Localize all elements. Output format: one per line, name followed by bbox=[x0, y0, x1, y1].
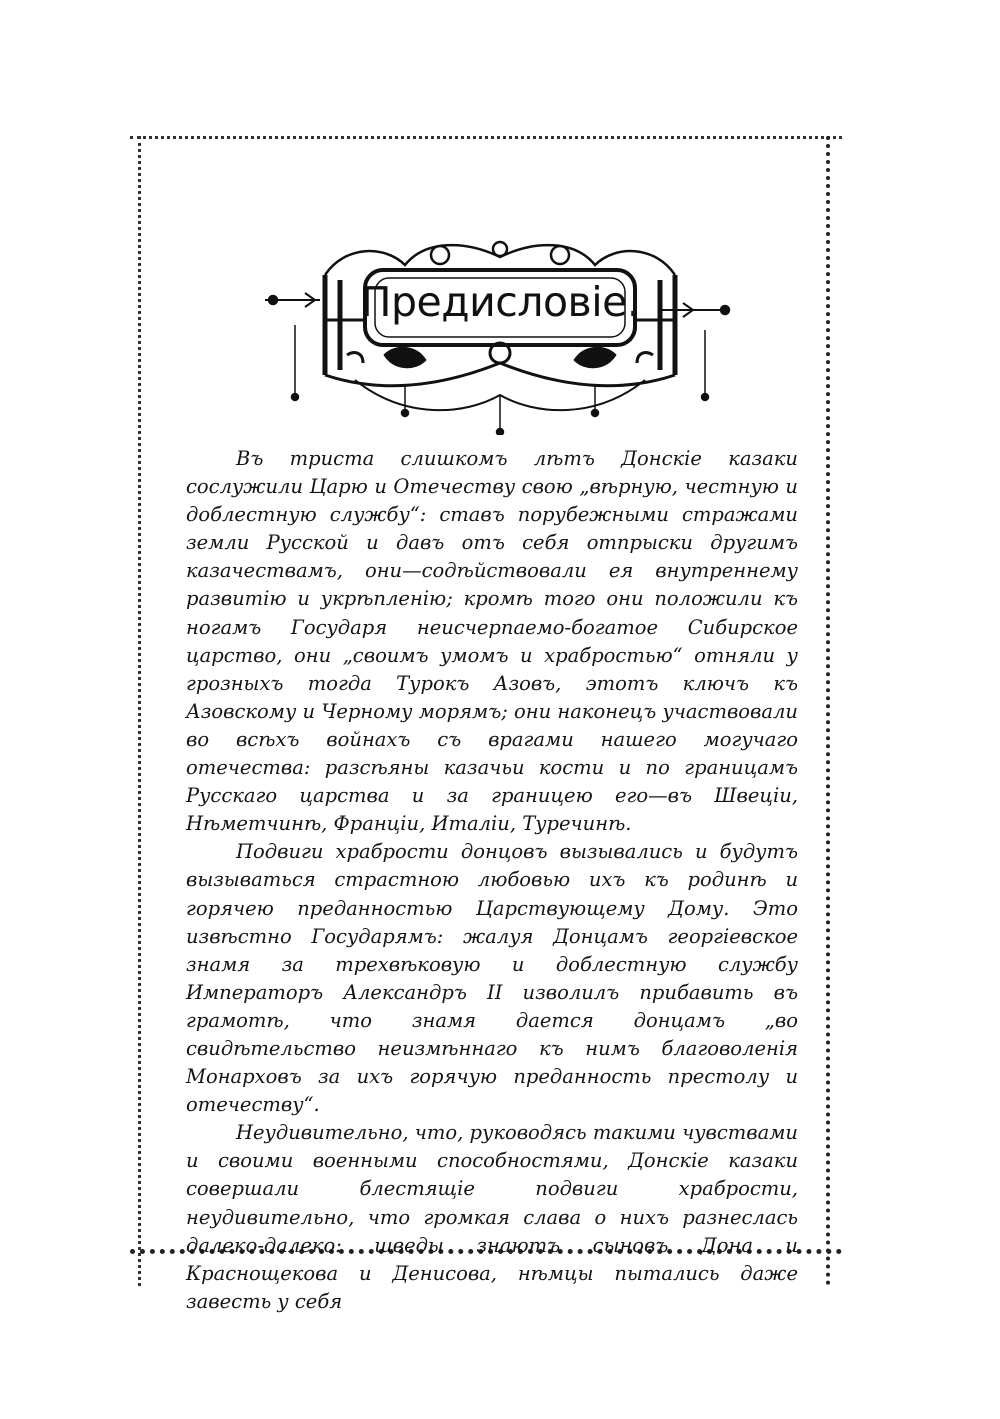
page-frame-top-border bbox=[130, 136, 842, 139]
page-title: Предисловie. bbox=[360, 278, 640, 326]
paragraph-1: Въ триста слишкомъ лѣтъ Донскiе казаки сослужили Царю и Отечеству свою „вѣрную, честную и доблестную службу“: ставъ порубежными стражами земли Русской и давъ отъ себя отпрыски другимъ казачествамъ, они—содѣйствовали ея внутреннему развитiю и укрѣпленiю; кромѣ того они положили къ ногамъ Государя неисчерпаемо-богатое Сибирское царство, они „своимъ умомъ и храбростью“ отняли у грозныхъ тогда Турокъ Азовъ, этотъ ключъ къ Азовскому и Черному морямъ; они наконецъ участвовали во всѣхъ войнахъ съ врагами нашего могучаго отечества: разсѣяны казачьи кости и по границамъ Русскаго царства и за границею его—въ Швецiи, Нѣметчинѣ, Францiи, Италiи, Туречинѣ. bbox=[186, 447, 798, 836]
page-frame-left-border bbox=[138, 136, 141, 1286]
preface-text bbox=[186, 445, 798, 1316]
ornamental-cartouche bbox=[265, 235, 735, 435]
page-frame-right-border bbox=[826, 136, 830, 1286]
cartouche-ornament-icon bbox=[265, 235, 735, 435]
paragraph-2: Подвиги храбрости донцовъ вызывались и будутъ вызываться страстною любовью ихъ къ родинѣ и горячею преданностью Царствующему Дому. Это извѣстно Государямъ: жалуя Донцамъ георгiевское знамя за трехвѣковую и доблестную службу Императоръ Александръ II изволилъ прибавить въ грамотѣ, что знамя дается донцамъ „во свидѣтельство неизмѣннаго къ нимъ благоволенiя Монарховъ за ихъ горячую преданность престолу и отечеству“. bbox=[186, 840, 798, 1117]
paragraph-3: Неудивительно, что, руководясь такими чувствами и своими военными способностями, Донскiе казаки совершали блестящiе подвиги храбрости, неудивительно, что громкая слава о нихъ разнеслась далеко-далеко: шведы знаютъ сыновъ Дона и Краснощекова и Денисова, нѣмцы пытались даже завесть у себя bbox=[186, 1121, 798, 1313]
